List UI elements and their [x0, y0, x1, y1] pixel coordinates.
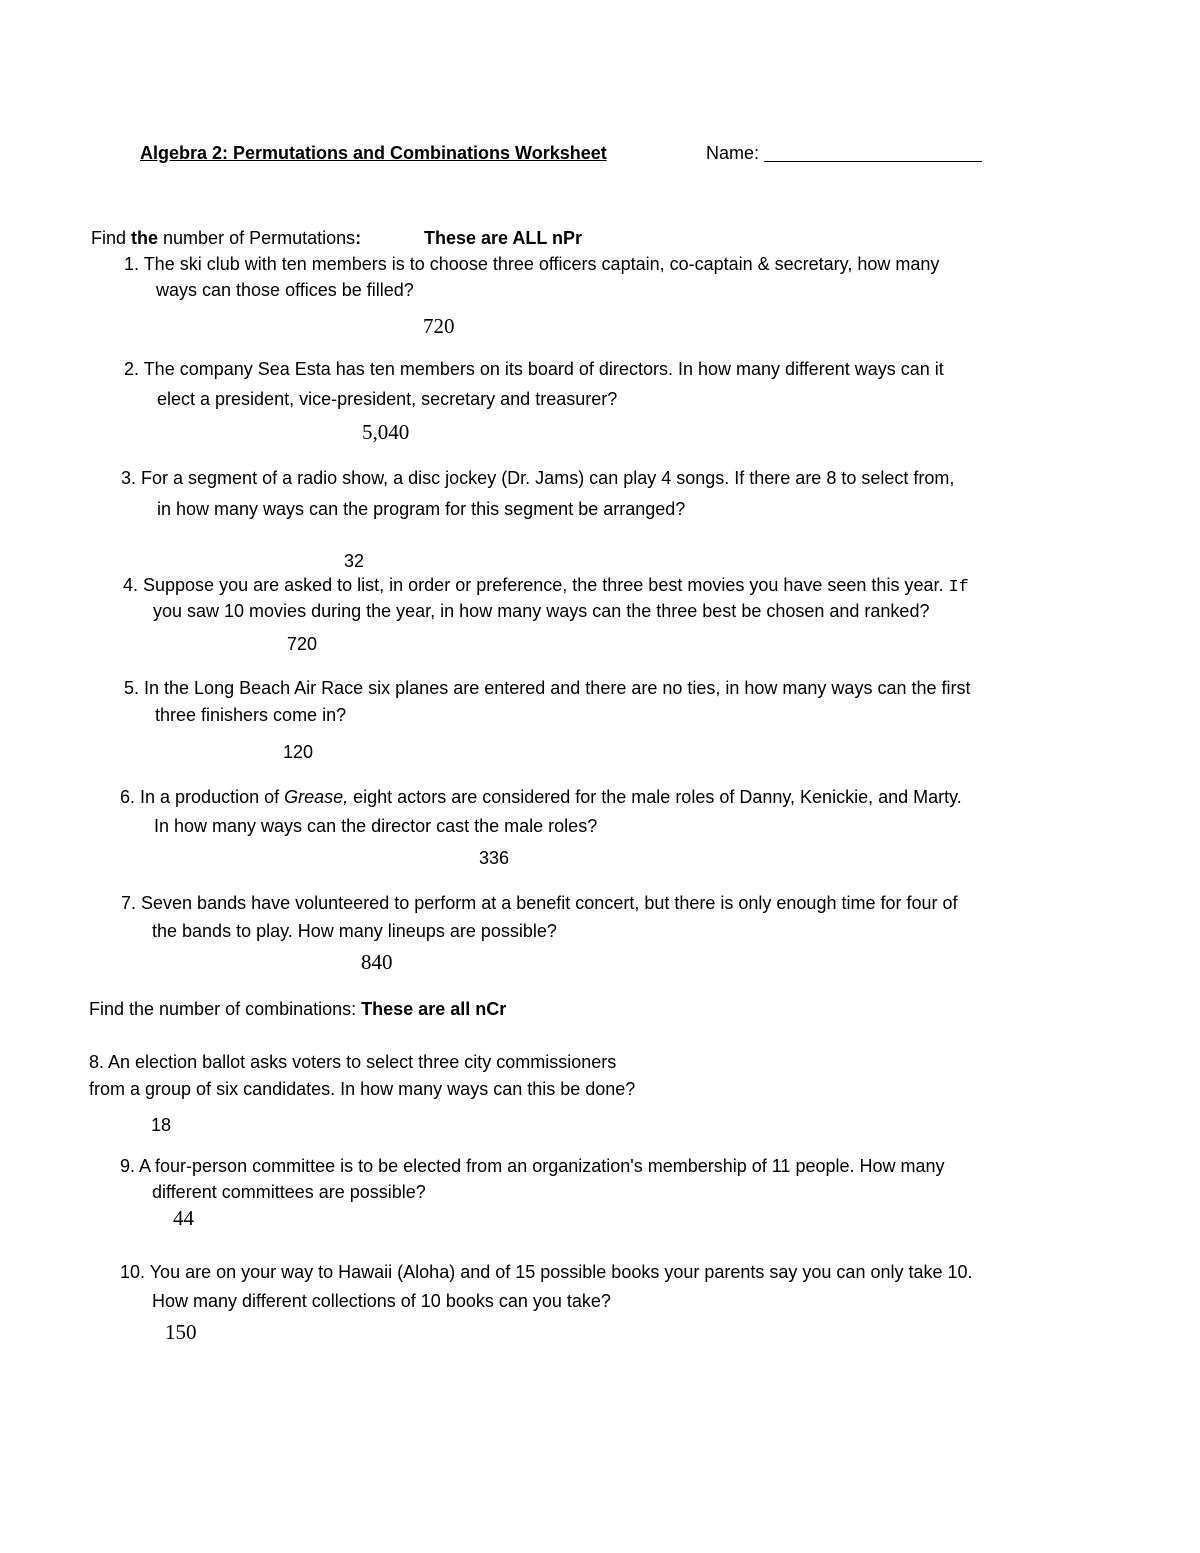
question-1-line-2: ways can those offices be filled?: [156, 280, 414, 300]
question-1-line-1: 1. The ski club with ten members is to choose three officers captain, co-captain & secretary, how many: [124, 254, 940, 274]
name-label: Name:: [706, 143, 760, 163]
question-4-answer: 720: [287, 634, 318, 654]
name-blank-line: [764, 161, 982, 162]
question-7-line-2: the bands to play. How many lineups are possible?: [152, 921, 557, 941]
question-3-line-2: in how many ways can the program for this segment be arranged?: [157, 499, 686, 519]
permutations-note: These are ALL nPr: [424, 228, 583, 248]
question-7-line-1: 7. Seven bands have volunteered to perform at a benefit concert, but there is only enough time for four of: [121, 893, 958, 913]
heading-rest: number of Permutations: [158, 228, 356, 248]
question-10-line-2: How many different collections of 10 books can you take?: [152, 1291, 611, 1311]
combinations-note: These are all nCr: [361, 999, 507, 1019]
question-6-line-2: In how many ways can the director cast the male roles?: [154, 816, 598, 836]
question-3-line-1: 3. For a segment of a radio show, a disc jockey (Dr. Jams) can play 4 songs. If there are 8 to select from,: [121, 468, 955, 488]
question-6-line-1: [120, 788, 962, 806]
question-4-line-2: you saw 10 movies during the year, in how many ways can the three best be chosen and ranked?: [153, 601, 930, 621]
combinations-heading-text: Find the number of combinations:: [89, 999, 362, 1019]
question-10-answer: 150: [165, 1320, 197, 1344]
question-4-line-1-text: 4. Suppose you are asked to list, in order or preference, the three best movies you have seen this year.: [123, 575, 944, 595]
question-8-line-1: 8. An election ballot asks voters to select three city commissioners: [89, 1052, 617, 1072]
question-6-line-1-end: eight actors are considered for the male roles of Danny, Kenickie, and Marty.: [348, 787, 962, 807]
question-9-line-1: 9. A four-person committee is to be elected from an organization's membership of 11 people. How many: [120, 1156, 945, 1176]
question-5-line-2: three finishers come in?: [155, 705, 347, 725]
question-5-answer: 120: [283, 742, 314, 762]
question-8-line-2: from a group of six candidates. In how many ways can this be done?: [89, 1079, 636, 1099]
permutations-heading: [91, 229, 361, 247]
question-2-line-2: elect a president, vice-president, secretary and treasurer?: [157, 389, 618, 409]
heading-colon: :: [355, 228, 362, 248]
question-2-line-1: 2. The company Sea Esta has ten members on its board of directors. In how many different ways can it: [124, 359, 944, 379]
question-4-line-1-tail: If: [948, 578, 969, 597]
question-6-line-1-italic: Grease,: [284, 787, 349, 807]
question-9-answer: 44: [173, 1206, 194, 1230]
question-4-line-1: [123, 576, 969, 596]
question-7-answer: 840: [361, 950, 393, 974]
question-8-answer: 18: [151, 1115, 172, 1135]
heading-find: Find: [91, 228, 132, 248]
question-3-answer: 32: [344, 551, 365, 571]
combinations-heading: [89, 1000, 506, 1018]
question-9-line-2: different committees are possible?: [152, 1182, 426, 1202]
question-1-answer: 720: [423, 314, 455, 338]
question-5-line-1: 5. In the Long Beach Air Race six planes are entered and there are no ties, in how many ways can the first: [124, 678, 971, 698]
question-6-answer: 336: [479, 848, 510, 868]
question-10-line-1: 10. You are on your way to Hawaii (Aloha) and of 15 possible books your parents say you can only take 10.: [120, 1262, 973, 1282]
heading-the: the: [131, 228, 159, 248]
worksheet-title: Algebra 2: Permutations and Combinations Worksheet: [140, 143, 607, 163]
question-6-line-1-start: 6. In a production of: [120, 787, 285, 807]
question-2-answer: 5,040: [362, 420, 410, 444]
